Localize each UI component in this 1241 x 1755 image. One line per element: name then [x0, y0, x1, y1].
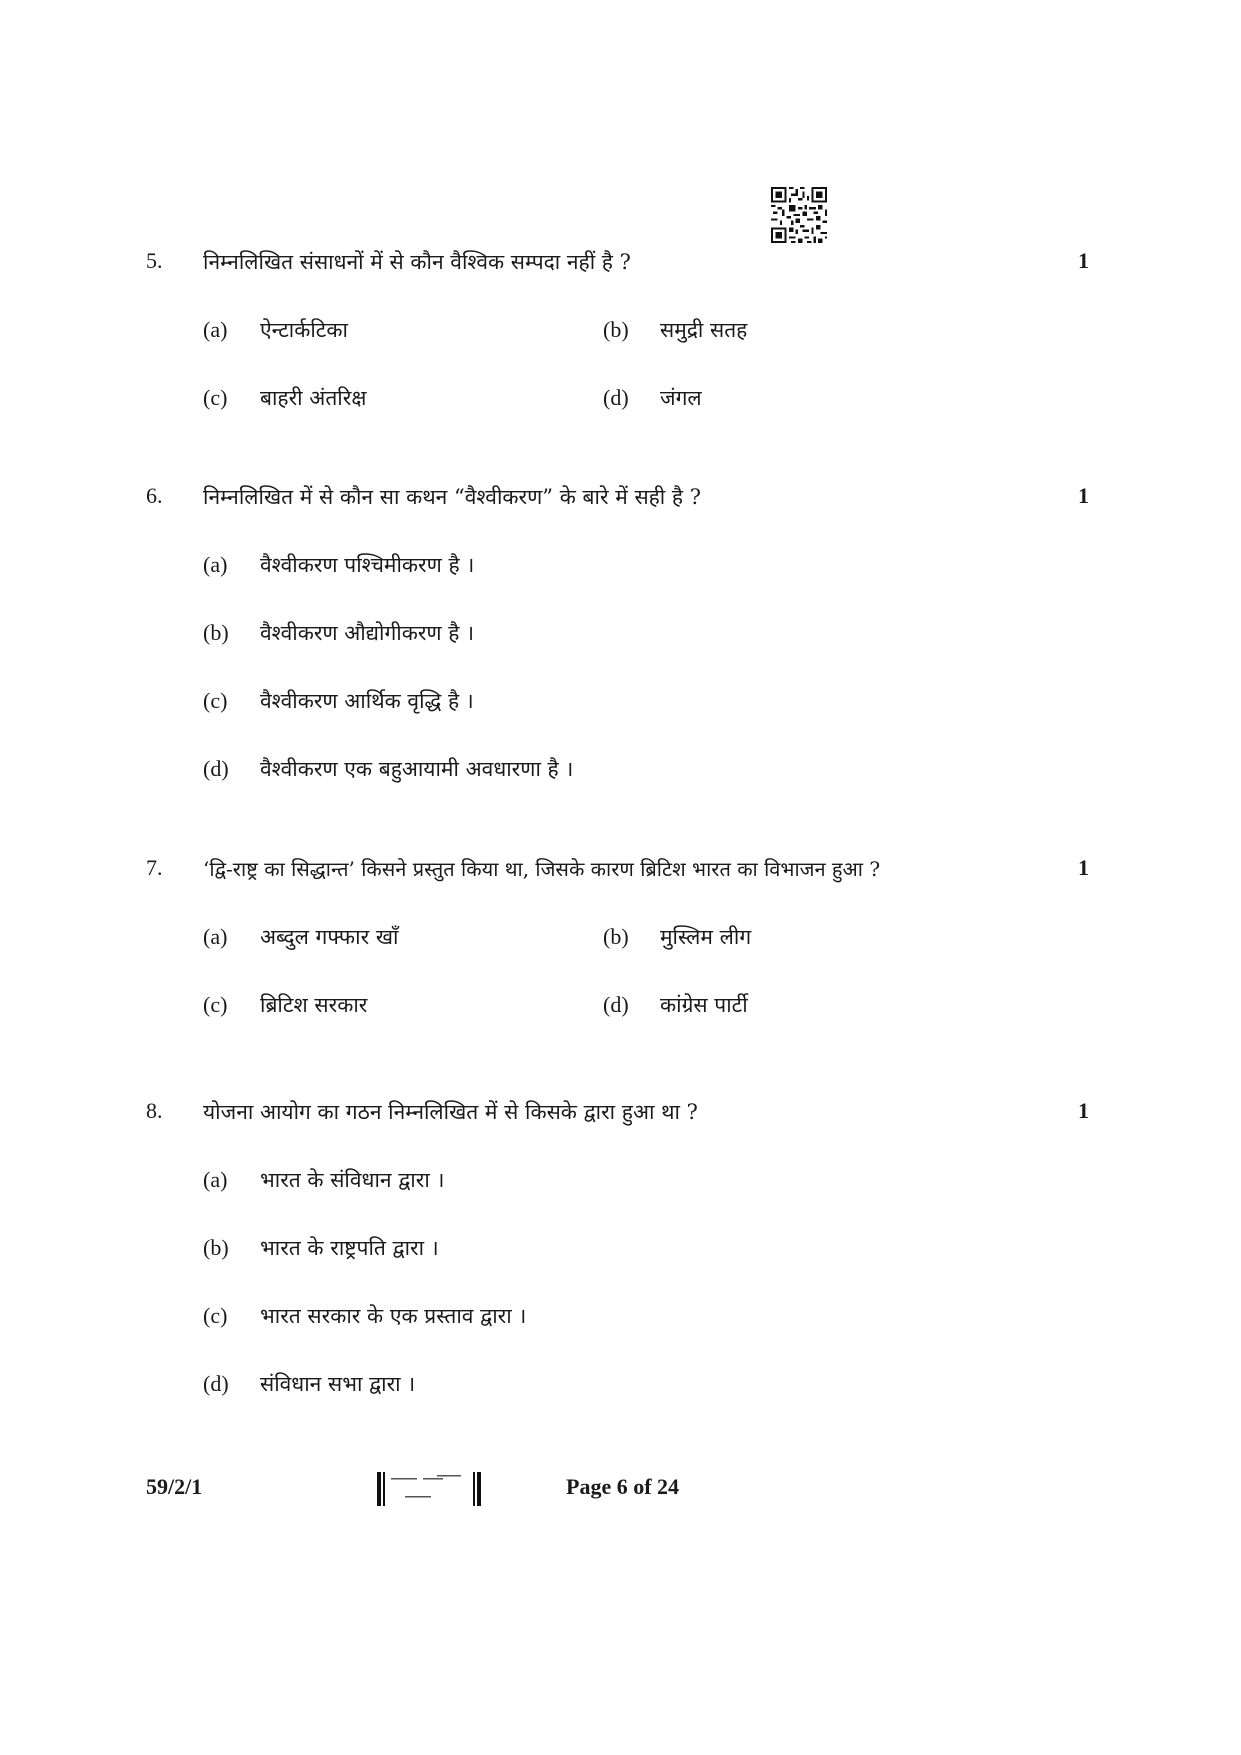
- option-b: [203, 1234, 439, 1262]
- question-number: 5.: [146, 248, 163, 273]
- option-letter: (d): [603, 385, 629, 410]
- option-letter: (a): [203, 924, 228, 949]
- option-text: वैश्वीकरण एक बहुआयामी अवधारणा है ।: [260, 757, 574, 781]
- option-a: [203, 923, 398, 951]
- question-text: निम्नलिखित में से कौन सा कथन “वैश्वीकरण” के बारे में सही है ?: [203, 485, 701, 509]
- option-a: [203, 316, 348, 344]
- option-text: भारत के संविधान द्वारा ।: [260, 1168, 445, 1192]
- option-text: कांग्रेस पार्टी: [660, 993, 748, 1017]
- option-text: ऐन्टार्कटिका: [260, 318, 348, 342]
- option-letter: (c): [203, 992, 228, 1017]
- option-c: [203, 687, 474, 715]
- question-marks: 1: [1078, 855, 1089, 880]
- option-letter: (a): [203, 317, 228, 342]
- option-letter: (d): [603, 992, 629, 1017]
- option-b: [603, 316, 747, 344]
- option-letter: (d): [203, 1371, 229, 1396]
- option-text: भारत सरकार के एक प्रस्ताव द्वारा ।: [260, 1304, 527, 1328]
- option-letter: (b): [603, 924, 629, 949]
- question-text: योजना आयोग का गठन निम्नलिखित में से किसके द्वारा हुआ था ?: [203, 1100, 698, 1124]
- option-d: [603, 991, 748, 1019]
- question-text: ‘द्वि-राष्ट्र का सिद्धान्त’ किसने प्रस्तुत किया था, जिसके कारण ब्रिटिश भारत का विभाजन हुआ ?: [203, 857, 881, 881]
- option-text: मुस्लिम लीग: [660, 925, 752, 949]
- option-text: संविधान सभा द्वारा ।: [260, 1372, 416, 1396]
- option-letter: (d): [203, 756, 229, 781]
- qr-code-icon: [771, 187, 827, 243]
- question-number: 6.: [146, 483, 163, 508]
- option-letter: (c): [203, 1303, 228, 1328]
- question-marks: 1: [1078, 1098, 1089, 1123]
- option-b: [203, 619, 474, 647]
- option-d: [203, 1370, 415, 1398]
- option-d: [203, 755, 573, 783]
- question-number: 7.: [146, 855, 163, 880]
- option-d: [603, 384, 702, 412]
- option-text: वैश्वीकरण पश्चिमीकरण है ।: [260, 553, 475, 577]
- option-a: [203, 1166, 444, 1194]
- option-letter: (c): [203, 385, 228, 410]
- option-letter: (b): [603, 317, 629, 342]
- option-b: [603, 923, 751, 951]
- option-a: [203, 551, 474, 579]
- option-text: भारत के राष्ट्रपति द्वारा ।: [260, 1236, 439, 1260]
- option-text: वैश्वीकरण आर्थिक वृद्धि है ।: [260, 689, 474, 713]
- option-letter: (a): [203, 552, 228, 577]
- option-text: बाहरी अंतरिक्ष: [260, 386, 367, 410]
- option-letter: (b): [203, 620, 229, 645]
- question-text: निम्नलिखित संसाधनों में से कौन वैश्विक सम्पदा नहीं है ?: [203, 250, 631, 274]
- question-marks: 1: [1078, 483, 1089, 508]
- option-c: [203, 1302, 526, 1330]
- barcode-icon: [377, 1472, 481, 1506]
- paper-code: 59/2/1: [146, 1474, 203, 1499]
- option-text: समुद्री सतह: [660, 318, 748, 342]
- page-number: Page 6 of 24: [566, 1474, 680, 1499]
- option-c: [203, 991, 367, 1019]
- option-text: ब्रिटिश सरकार: [260, 993, 368, 1017]
- option-letter: (a): [203, 1167, 228, 1192]
- option-letter: (b): [203, 1235, 229, 1260]
- option-text: जंगल: [660, 386, 702, 410]
- option-c: [203, 384, 366, 412]
- option-text: अब्दुल गफ्फार खाँ: [260, 925, 399, 949]
- question-number: 8.: [146, 1098, 163, 1123]
- option-text: वैश्वीकरण औद्योगीकरण है ।: [260, 621, 475, 645]
- question-marks: 1: [1078, 248, 1089, 273]
- option-letter: (c): [203, 688, 228, 713]
